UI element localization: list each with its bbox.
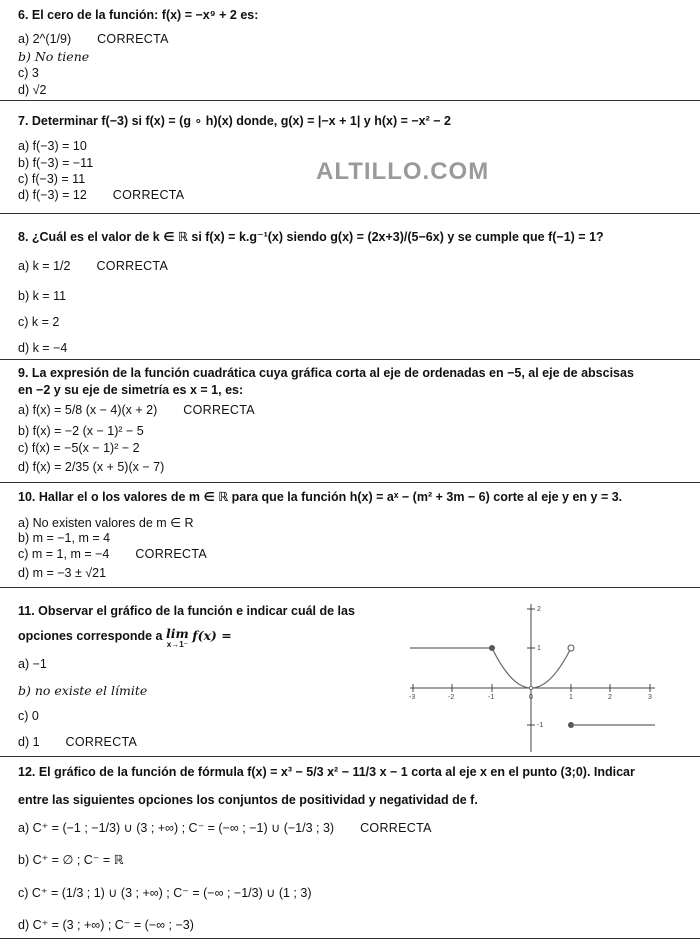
q8-option-b[interactable]: b) k = 11 <box>18 289 67 303</box>
correct-mark: CORRECTA <box>135 547 207 561</box>
correct-mark: CORRECTA <box>183 403 255 417</box>
q12-option-c[interactable]: c) C⁺ = (1/3 ; 1) ∪ (3 ; +∞) ; C⁻ = (−∞ ; −1/3) ∪ (1 ; 3) <box>18 886 312 900</box>
correct-mark: CORRECTA <box>97 32 169 46</box>
q9-option-c[interactable]: c) f(x) = −5(x − 1)² − 2 <box>18 441 140 455</box>
q10-option-c[interactable]: c) m = 1, m = −4 CORRECTA <box>18 547 207 561</box>
divider <box>0 756 700 757</box>
q6-option-c[interactable]: c) 3 <box>18 66 39 80</box>
q10-option-a[interactable]: a) No existen valores de m ∈ R <box>18 516 194 530</box>
q8-option-c[interactable]: c) k = 2 <box>18 315 60 329</box>
correct-mark: CORRECTA <box>96 259 169 273</box>
question-12-title-line1: 12. El gráfico de la función de fórmula f(x) = x³ − 5/3 x² − 11/3 x − 1 corta al eje x en el punto (3;0). Indicar <box>18 765 635 779</box>
q7-option-c[interactable]: c) f(−3) = 11 <box>18 172 86 186</box>
question-8-title: 8. ¿Cuál es el valor de k ∈ ℝ si f(x) = k.g⁻¹(x) siendo g(x) = (2x+3)/(5−6x) y se cumple que f(−1) = 1? <box>18 230 604 244</box>
open-point <box>568 645 574 651</box>
question-11-title-line2: opciones corresponde a lim x→1⁻ f(x) = <box>18 626 232 649</box>
x-tick-label: 0 <box>529 694 533 701</box>
q11-option-d[interactable]: d) 1 CORRECTA <box>18 735 138 749</box>
watermark: ALTILLO.COM <box>316 158 490 185</box>
q11-option-a[interactable]: a) −1 <box>18 657 47 671</box>
q10-option-b[interactable]: b) m = −1, m = 4 <box>18 531 111 545</box>
q6-option-b[interactable]: b) No tiene <box>18 49 90 64</box>
q9-option-b[interactable]: b) f(x) = −2 (x − 1)² − 5 <box>18 424 144 438</box>
y-tick-label: 2 <box>537 606 541 613</box>
x-tick-label: -1 <box>488 694 495 701</box>
divider <box>0 482 700 483</box>
q10-option-d[interactable]: d) m = −3 ± √21 <box>18 566 107 580</box>
divider <box>0 213 700 214</box>
q8-option-a[interactable]: a) k = 1/2 CORRECTA <box>18 259 169 273</box>
y-tick-label: -1 <box>537 722 544 729</box>
x-tick-label: -2 <box>448 694 455 701</box>
question-10-title: 10. Hallar el o los valores de m ∈ ℝ para que la función h(x) = aˣ − (m² + 3m − 6) corte al eje y en y = 3. <box>18 490 623 504</box>
question-7-title: 7. Determinar f(−3) si f(x) = (g ∘ h)(x) donde, g(x) = |−x + 1| y h(x) = −x² − 2 <box>18 114 451 128</box>
x-tick-label: 2 <box>608 694 612 701</box>
q9-option-d[interactable]: d) f(x) = 2/35 (x + 5)(x − 7) <box>18 460 165 474</box>
q12-option-b[interactable]: b) C⁺ = ∅ ; C⁻ = ℝ <box>18 853 124 867</box>
divider <box>0 100 700 101</box>
question-11-title-line1: 11. Observar el gráfico de la función e indicar cuál de las <box>18 604 355 618</box>
divider <box>0 359 700 360</box>
x-tick-label: -3 <box>409 694 416 701</box>
question-6-title: 6. El cero de la función: f(x) = −x⁹ + 2 es: <box>18 8 259 22</box>
q9-option-a[interactable]: a) f(x) = 5/8 (x − 4)(x + 2) CORRECTA <box>18 403 255 417</box>
origin-point <box>529 686 532 689</box>
q7-option-b[interactable]: b) f(−3) = −11 <box>18 156 94 170</box>
q6-option-d[interactable]: d) √2 <box>18 83 47 97</box>
q12-option-a[interactable]: a) C⁺ = (−1 ; −1/3) ∪ (3 ; +∞) ; C⁻ = (−∞ ; −1) ∪ (−1/3 ; 3) CORRECTA <box>18 821 432 835</box>
question-12-title-line2: entre las siguientes opciones los conjuntos de positividad y negatividad de f. <box>18 793 478 807</box>
limit-notation: lim x→1⁻ <box>165 626 189 649</box>
question-9-title-line1: 9. La expresión de la función cuadrática cuya gráfica corta al eje de ordenadas en −5, al eje de abscisas <box>18 366 634 380</box>
correct-mark: CORRECTA <box>112 188 185 202</box>
q12-option-d[interactable]: d) C⁺ = (3 ; +∞) ; C⁻ = (−∞ ; −3) <box>18 918 194 932</box>
x-tick-label: 3 <box>648 694 652 701</box>
q6-option-a[interactable]: a) 2^(1/9) CORRECTA <box>18 32 169 46</box>
q7-option-a[interactable]: a) f(−3) = 10 <box>18 139 87 153</box>
q11-option-c[interactable]: c) 0 <box>18 709 39 723</box>
q11-option-b[interactable]: b) no existe el límite <box>18 683 148 698</box>
divider <box>0 587 700 588</box>
correct-mark: CORRECTA <box>360 821 432 835</box>
correct-mark: CORRECTA <box>65 735 138 749</box>
y-tick-label: 1 <box>537 645 541 652</box>
function-graph <box>405 600 665 755</box>
q7-option-d[interactable]: d) f(−3) = 12 CORRECTA <box>18 188 185 202</box>
q8-option-d[interactable]: d) k = −4 <box>18 341 68 355</box>
divider <box>0 938 700 939</box>
question-9-title-line2: en −2 y su eje de simetría es x = 1, es: <box>18 383 244 397</box>
x-tick-label: 1 <box>569 694 573 701</box>
